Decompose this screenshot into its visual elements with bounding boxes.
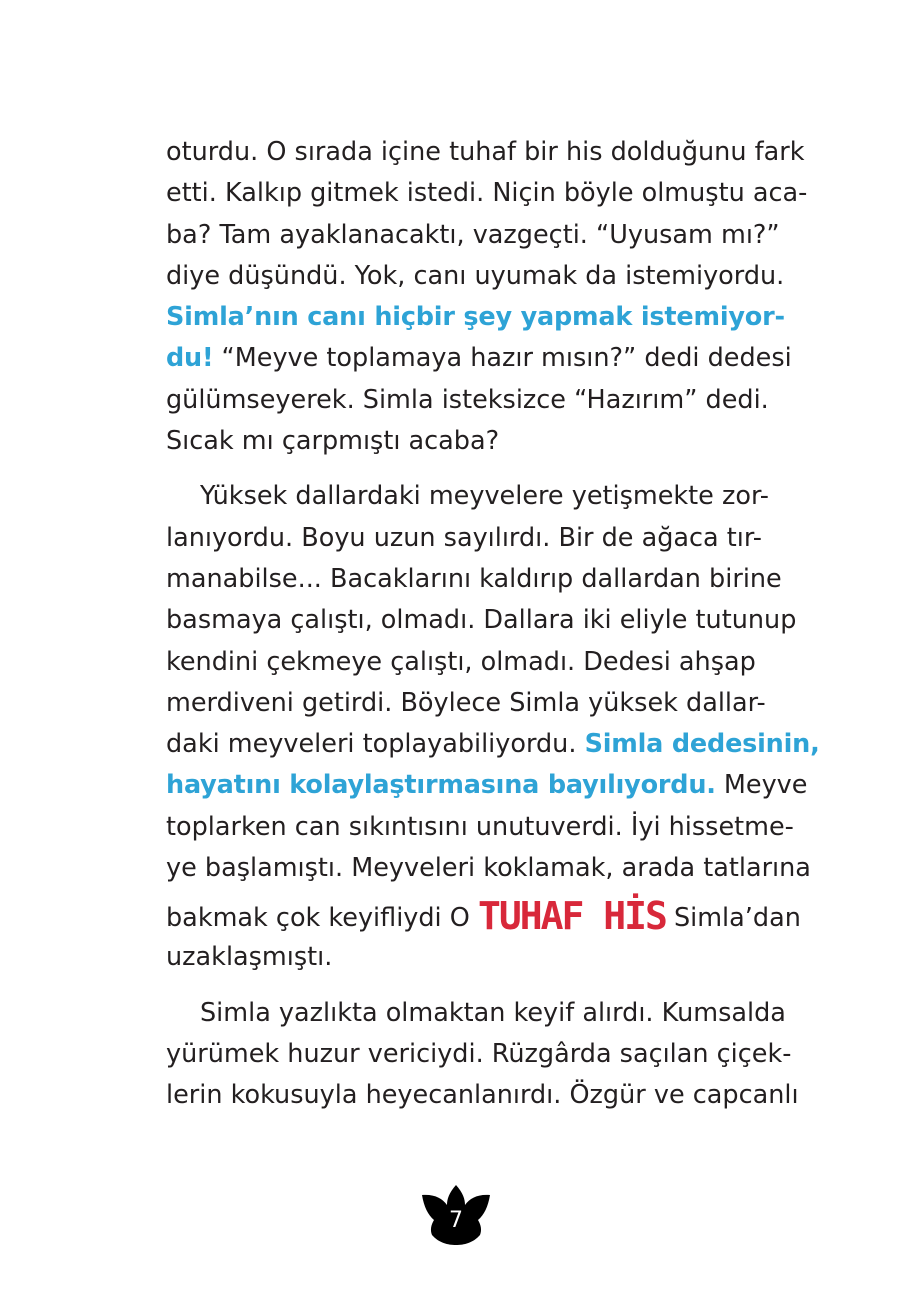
text-line: merdiveni getirdi. Böylece Simla yüksek dallar-: [166, 687, 766, 718]
highlight-text: du!: [166, 343, 214, 374]
text-line: kendini çekmeye çalıştı, olmadı. Dedesi ahşap: [166, 646, 756, 677]
text-line: [166, 724, 820, 765]
highlight-text: hayatını kolaylaştırmasına bayılıyordu.: [166, 770, 716, 801]
text-line: Simla yazlıkta olmaktan keyif alırdı. Kumsalda: [200, 997, 786, 1028]
paragraph-gap: [166, 462, 750, 476]
text-fragment: “Meyve toplamaya hazır mısın?” dedi dedesi: [213, 343, 792, 374]
text-fragment: Meyve: [715, 770, 808, 801]
text-line: lanıyordu. Boyu uzun sayılırdı. Bir de ağaca tır-: [166, 522, 762, 553]
text-line: oturdu. O sırada içine tuhaf bir his dolduğunu fark: [166, 137, 805, 167]
text-line: ye başlamıştı. Meyveleri koklamak, arada tatlarına: [166, 853, 811, 884]
text-line: Sıcak mı çarpmıştı acaba?: [166, 426, 500, 457]
text-line: [166, 889, 801, 939]
highlight-text: Simla’nın canı hiçbir şey yapmak istemiyor-: [166, 302, 785, 333]
text-fragment: daki meyveleri toplayabiliyordu.: [166, 729, 585, 760]
page-number: 7: [449, 1208, 463, 1233]
text-fragment: bakmak çok keyifliydi O: [166, 903, 478, 934]
body-text: [166, 132, 820, 1117]
text-line: lerin kokusuyla heyecanlanırdı. Özgür ve capcanlı: [166, 1080, 799, 1111]
text-line: Yüksek dallardaki meyvelere yetişmekte zor-: [200, 481, 770, 512]
text-line: gülümseyerek. Simla isteksizce “Hazırım” dedi.: [166, 384, 769, 415]
emphasis-text: TUHAF HİS: [477, 894, 666, 939]
paragraph-gap: [166, 979, 750, 993]
text-line: manabilse... Bacaklarını kaldırıp dallardan birine: [166, 563, 782, 594]
text-line: toplarken can sıkıntısını unutuverdi. İyi hissetme-: [166, 811, 794, 842]
text-fragment: Simla’dan: [665, 903, 801, 934]
text-line: [166, 297, 785, 338]
text-line: basmaya çalıştı, olmadı. Dallara iki eliyle tutunup: [166, 605, 797, 636]
text-line: ba? Tam ayaklanacaktı, vazgeçti. “Uyusam mı?”: [166, 219, 780, 250]
text-line: uzaklaşmıştı.: [166, 942, 333, 973]
highlight-text: Simla dedesinin,: [584, 729, 820, 760]
text-line: [166, 765, 808, 806]
text-line: etti. Kalkıp gitmek istedi. Niçin böyle olmuştu aca-: [166, 178, 808, 209]
text-line: yürümek huzur vericiydi. Rüzgârda saçılan çiçek-: [166, 1038, 792, 1069]
text-line: [166, 338, 792, 379]
text-line: diye düşündü. Yok, canı uyumak da istemiyordu.: [166, 260, 785, 291]
